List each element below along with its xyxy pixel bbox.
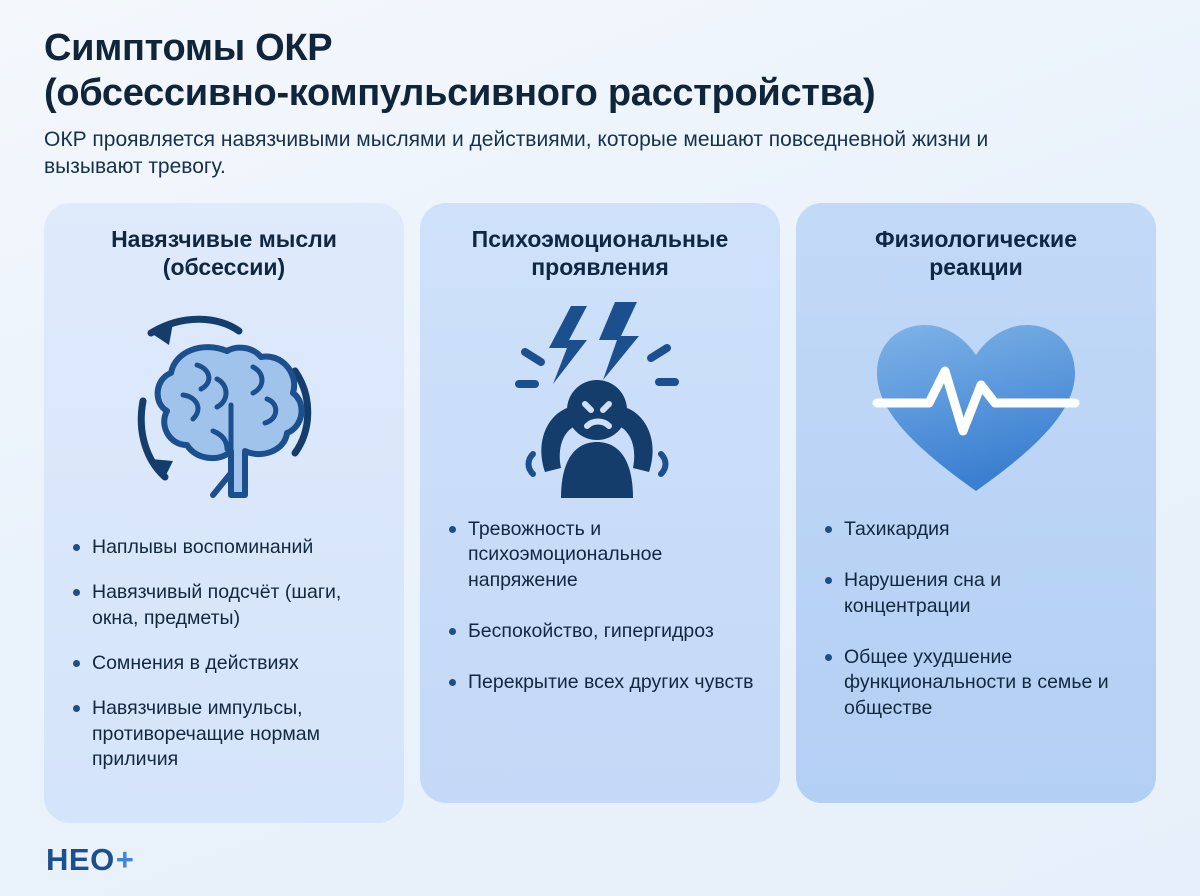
list-item: Перекрытие всех других чувств <box>446 670 756 695</box>
card-obsessive-thoughts <box>44 203 404 823</box>
card-title-line-2: (обсессии) <box>162 254 286 281</box>
list-item: Общее ухудшение функциональности в семье и обществе <box>822 645 1132 721</box>
card-bullet-list <box>64 535 384 772</box>
logo-plus-icon: + <box>115 842 135 877</box>
card-bullet-list <box>816 517 1136 721</box>
card-title-line-1: Психоэмоциональные <box>471 226 729 253</box>
page-title <box>44 26 1156 116</box>
brain-icon <box>99 293 349 529</box>
card-bullet-list <box>440 517 760 696</box>
brand-logo <box>46 842 134 878</box>
heart-pulse-icon <box>851 297 1101 507</box>
list-item: Тревожность и психоэмоциональное напряжение <box>446 517 756 593</box>
list-item: Навязчивые импульсы, противоречащие нормам приличия <box>70 696 380 772</box>
page-subtitle: ОКР проявляется навязчивыми мыслями и действиями, которые мешают повседневной жизни и вызывают тревогу. <box>44 127 989 179</box>
card-title <box>64 225 384 287</box>
list-item: Тахикардия <box>822 517 1132 542</box>
card-illustration <box>816 287 1136 517</box>
card-title-line-2: реакции <box>929 254 1023 281</box>
page-title-line-2: (обсессивно-компульсивного расстройства) <box>44 71 876 114</box>
card-title-line-1: Физиологические <box>875 226 1077 253</box>
list-item: Наплывы воспоминаний <box>70 535 380 560</box>
card-psychoemotional <box>420 203 780 803</box>
symptom-cards <box>44 203 1156 823</box>
card-illustration <box>440 287 760 517</box>
card-title-line-1: Навязчивые мысли <box>111 226 337 253</box>
list-item: Сомнения в действиях <box>70 651 380 676</box>
page-title-line-1: Симптомы ОКР <box>44 27 333 69</box>
list-item: Навязчивый подсчёт (шаги, окна, предметы) <box>70 580 380 631</box>
stressed-person-icon <box>475 292 725 512</box>
card-title <box>440 225 760 287</box>
card-title <box>816 225 1136 287</box>
list-item: Беспокойство, гипергидроз <box>446 619 756 644</box>
logo-text: НЕО <box>46 842 115 877</box>
list-item: Нарушения сна и концентрации <box>822 568 1132 619</box>
card-physiological <box>796 203 1156 803</box>
card-title-line-2: проявления <box>531 254 669 281</box>
card-illustration <box>64 287 384 535</box>
